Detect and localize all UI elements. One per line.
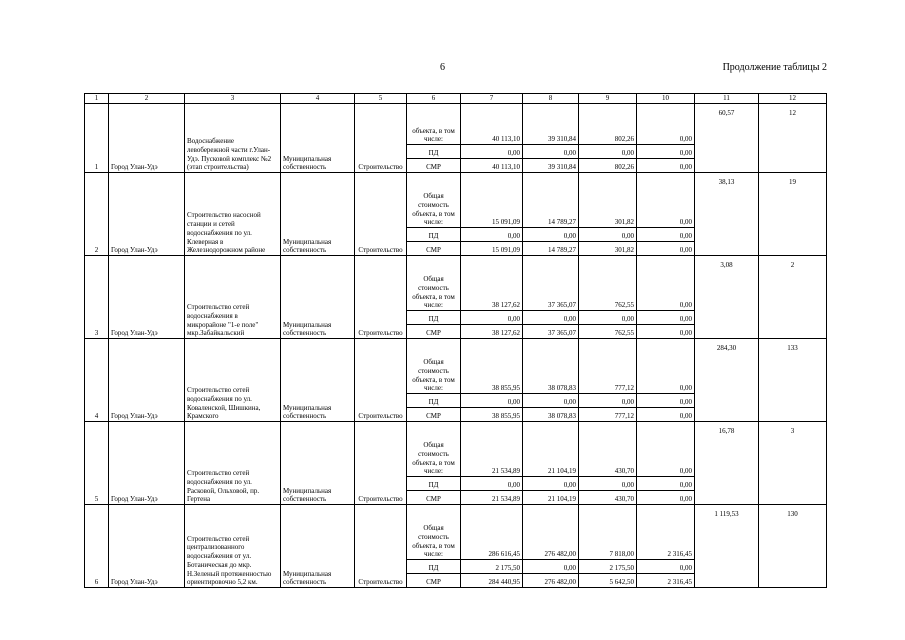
header-cell: 2 (109, 94, 185, 104)
amount-cell-col10: 0,00 (637, 145, 695, 159)
cost-kind-cell: ПД (407, 228, 461, 242)
amount-cell-col8: 276 482,00 (523, 505, 579, 560)
city-cell: Город Улан-Удэ (109, 104, 185, 173)
work-type-cell: Строительство (355, 256, 407, 339)
amount-cell-col9: 802,26 (579, 104, 637, 145)
capacity-cell: 1 119,53 (695, 505, 759, 588)
cost-kind-cell: СМР (407, 491, 461, 505)
row-number-cell: 2 (85, 173, 109, 256)
amount-cell-col9: 301,82 (579, 173, 637, 228)
ownership-cell: Муниципальная собственность (281, 173, 355, 256)
capacity-cell: 38,13 (695, 173, 759, 256)
header-cell: 7 (461, 94, 523, 104)
amount-cell-col7: 21 534,89 (461, 491, 523, 505)
count-cell: 130 (759, 505, 827, 588)
amount-cell-col8: 0,00 (523, 394, 579, 408)
cost-kind-cell: Общая стоимость объекта, в том числе: (407, 339, 461, 394)
amount-cell-col8: 14 789,27 (523, 173, 579, 228)
amount-cell-col10: 0,00 (637, 477, 695, 491)
amount-cell-col10: 0,00 (637, 491, 695, 505)
cost-kind-cell: объекта, в том числе: (407, 104, 461, 145)
amount-cell-col7: 0,00 (461, 311, 523, 325)
cost-kind-cell: Общая стоимость объекта, в том числе: (407, 173, 461, 228)
work-type-cell: Строительство (355, 104, 407, 173)
header-cell: 1 (85, 94, 109, 104)
amount-cell-col8: 0,00 (523, 228, 579, 242)
table-row (85, 104, 827, 145)
count-cell: 2 (759, 256, 827, 339)
city-cell: Город Улан-Удэ (109, 505, 185, 588)
capacity-cell: 60,57 (695, 104, 759, 173)
cost-kind-cell: Общая стоимость объекта, в том числе: (407, 505, 461, 560)
ownership-cell: Муниципальная собственность (281, 505, 355, 588)
capacity-cell: 16,78 (695, 422, 759, 505)
amount-cell-col7: 15 091,09 (461, 242, 523, 256)
amount-cell-col9: 762,55 (579, 256, 637, 311)
object-name-cell: Строительство сетей централизованного водоснабжения от ул. Ботаническая до мкр. Н.Зеленый протяженностью ориентировочно 5,2 км. (185, 505, 281, 588)
amount-cell-col10: 0,00 (637, 256, 695, 311)
amount-cell-col7: 38 127,62 (461, 325, 523, 339)
cost-kind-cell: ПД (407, 311, 461, 325)
row-number-cell: 5 (85, 422, 109, 505)
cost-kind-cell: ПД (407, 477, 461, 491)
header-row (85, 94, 827, 104)
ownership-cell: Муниципальная собственность (281, 104, 355, 173)
amount-cell-col8: 0,00 (523, 311, 579, 325)
data-table (84, 93, 827, 588)
row-number-cell: 3 (85, 256, 109, 339)
amount-cell-col10: 0,00 (637, 394, 695, 408)
header-cell: 9 (579, 94, 637, 104)
amount-cell-col8: 14 789,27 (523, 242, 579, 256)
cost-kind-cell: ПД (407, 560, 461, 574)
cost-kind-cell: СМР (407, 325, 461, 339)
amount-cell-col7: 21 534,89 (461, 422, 523, 477)
count-cell: 19 (759, 173, 827, 256)
cost-kind-cell: СМР (407, 408, 461, 422)
amount-cell-col8: 39 310,84 (523, 104, 579, 145)
work-type-cell: Строительство (355, 173, 407, 256)
work-type-cell: Строительство (355, 339, 407, 422)
amount-cell-col10: 0,00 (637, 422, 695, 477)
cost-kind-cell: ПД (407, 145, 461, 159)
amount-cell-col10: 2 316,45 (637, 574, 695, 588)
amount-cell-col7: 40 113,10 (461, 159, 523, 173)
city-cell: Город Улан-Удэ (109, 173, 185, 256)
amount-cell-col10: 0,00 (637, 560, 695, 574)
amount-cell-col7: 284 440,95 (461, 574, 523, 588)
amount-cell-col8: 21 104,19 (523, 422, 579, 477)
amount-cell-col9: 777,12 (579, 339, 637, 394)
continuation-label: Продолжение таблицы 2 (722, 62, 827, 73)
amount-cell-col8: 37 365,07 (523, 256, 579, 311)
amount-cell-col10: 0,00 (637, 173, 695, 228)
ownership-cell: Муниципальная собственность (281, 339, 355, 422)
ownership-cell: Муниципальная собственность (281, 422, 355, 505)
work-type-cell: Строительство (355, 505, 407, 588)
header-cell: 4 (281, 94, 355, 104)
amount-cell-col8: 276 482,00 (523, 574, 579, 588)
amount-cell-col7: 2 175,50 (461, 560, 523, 574)
page-number: 6 (440, 62, 445, 73)
amount-cell-col9: 0,00 (579, 477, 637, 491)
amount-cell-col10: 0,00 (637, 159, 695, 173)
header-cell: 5 (355, 94, 407, 104)
amount-cell-col8: 39 310,84 (523, 159, 579, 173)
amount-cell-col7: 38 855,95 (461, 408, 523, 422)
table-row (85, 505, 827, 560)
count-cell: 3 (759, 422, 827, 505)
amount-cell-col9: 301,82 (579, 242, 637, 256)
city-cell: Город Улан-Удэ (109, 422, 185, 505)
amount-cell-col10: 0,00 (637, 325, 695, 339)
amount-cell-col10: 0,00 (637, 339, 695, 394)
amount-cell-col9: 430,70 (579, 491, 637, 505)
city-cell: Город Улан-Удэ (109, 256, 185, 339)
city-cell: Город Улан-Удэ (109, 339, 185, 422)
amount-cell-col7: 0,00 (461, 477, 523, 491)
table-row (85, 339, 827, 394)
amount-cell-col7: 0,00 (461, 228, 523, 242)
amount-cell-col9: 0,00 (579, 311, 637, 325)
cost-kind-cell: СМР (407, 159, 461, 173)
amount-cell-col8: 38 078,83 (523, 408, 579, 422)
amount-cell-col10: 0,00 (637, 311, 695, 325)
capacity-cell: 3,08 (695, 256, 759, 339)
work-type-cell: Строительство (355, 422, 407, 505)
object-name-cell: Строительство сетей водоснабжения по ул. Расковой, Ольховой, пр. Гертена (185, 422, 281, 505)
amount-cell-col9: 2 175,50 (579, 560, 637, 574)
amount-cell-col10: 0,00 (637, 228, 695, 242)
amount-cell-col7: 40 113,10 (461, 104, 523, 145)
ownership-cell: Муниципальная собственность (281, 256, 355, 339)
cost-kind-cell: СМР (407, 574, 461, 588)
amount-cell-col7: 286 616,45 (461, 505, 523, 560)
header-cell: 12 (759, 94, 827, 104)
amount-cell-col9: 5 642,50 (579, 574, 637, 588)
object-name-cell: Строительство насосной станции и сетей водоснабжения по ул. Клеверная в Железнодорожном районе (185, 173, 281, 256)
count-cell: 133 (759, 339, 827, 422)
amount-cell-col8: 0,00 (523, 560, 579, 574)
object-name-cell: Строительство сетей водоснабжения в микрорайоне "1-е поле" мкр.Забайкальский (185, 256, 281, 339)
amount-cell-col10: 0,00 (637, 104, 695, 145)
amount-cell-col9: 0,00 (579, 394, 637, 408)
amount-cell-col7: 15 091,09 (461, 173, 523, 228)
amount-cell-col8: 21 104,19 (523, 491, 579, 505)
capacity-cell: 284,30 (695, 339, 759, 422)
amount-cell-col7: 38 127,62 (461, 256, 523, 311)
amount-cell-col7: 38 855,95 (461, 339, 523, 394)
row-number-cell: 4 (85, 339, 109, 422)
amount-cell-col10: 0,00 (637, 408, 695, 422)
amount-cell-col10: 0,00 (637, 242, 695, 256)
amount-cell-col9: 777,12 (579, 408, 637, 422)
header-cell: 3 (185, 94, 281, 104)
amount-cell-col9: 802,26 (579, 159, 637, 173)
table-row (85, 422, 827, 477)
amount-cell-col8: 37 365,07 (523, 325, 579, 339)
row-number-cell: 1 (85, 104, 109, 173)
header-cell: 10 (637, 94, 695, 104)
header-cell: 11 (695, 94, 759, 104)
object-name-cell: Водоснабжение левобережной части г.Улан-Удэ. Пусковой комплекс №2 (этап строительства) (185, 104, 281, 173)
header-cell: 6 (407, 94, 461, 104)
table-row (85, 173, 827, 228)
cost-kind-cell: ПД (407, 394, 461, 408)
amount-cell-col9: 762,55 (579, 325, 637, 339)
amount-cell-col8: 0,00 (523, 477, 579, 491)
cost-kind-cell: СМР (407, 242, 461, 256)
header-cell: 8 (523, 94, 579, 104)
amount-cell-col9: 0,00 (579, 145, 637, 159)
amount-cell-col8: 0,00 (523, 145, 579, 159)
amount-cell-col10: 2 316,45 (637, 505, 695, 560)
count-cell: 12 (759, 104, 827, 173)
table-row (85, 256, 827, 311)
object-name-cell: Строительство сетей водоснабжения по ул. Коваленской, Шишкина, Крамского (185, 339, 281, 422)
row-number-cell: 6 (85, 505, 109, 588)
amount-cell-col7: 0,00 (461, 145, 523, 159)
amount-cell-col7: 0,00 (461, 394, 523, 408)
amount-cell-col9: 0,00 (579, 228, 637, 242)
amount-cell-col9: 7 818,00 (579, 505, 637, 560)
cost-kind-cell: Общая стоимость объекта, в том числе: (407, 256, 461, 311)
amount-cell-col9: 430,70 (579, 422, 637, 477)
cost-kind-cell: Общая стоимость объекта, в том числе: (407, 422, 461, 477)
amount-cell-col8: 38 078,83 (523, 339, 579, 394)
